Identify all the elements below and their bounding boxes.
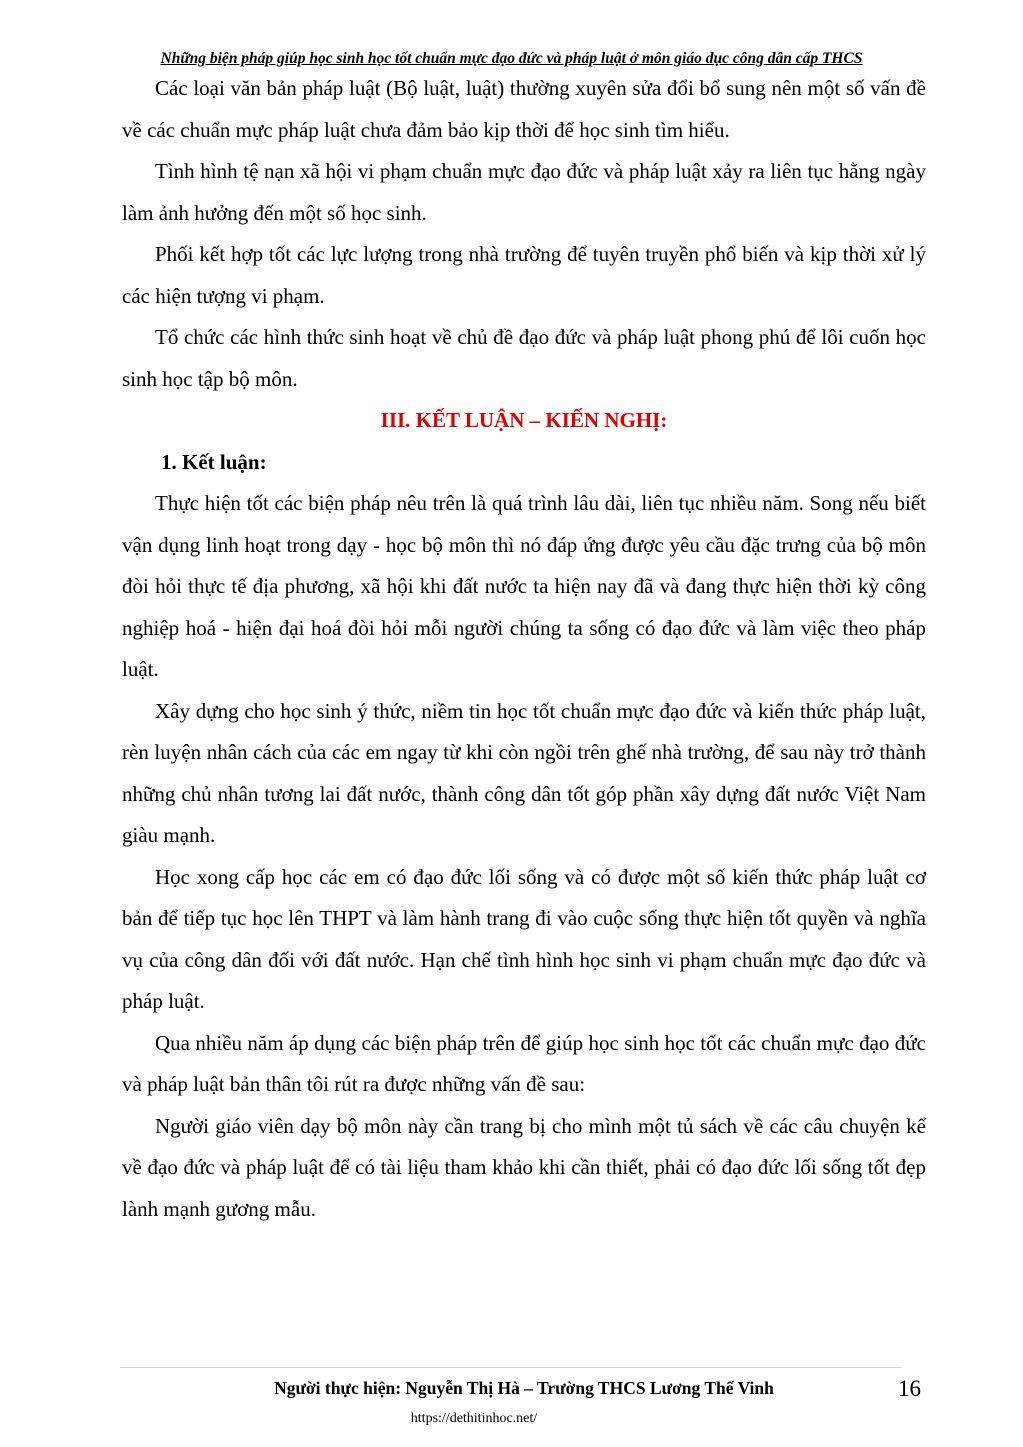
footer-divider <box>120 1367 901 1368</box>
paragraph: Qua nhiều năm áp dụng các biện pháp trên để giúp học sinh học tốt các chuẩn mực đạo đức và pháp luật bản thân tôi rút ra được những vấn đề sau: <box>122 1030 926 1096</box>
paragraph: Phối kết hợp tốt các lực lượng trong nhà trường để tuyên truyền phổ biến và kịp thời xử lý các hiện tượng vi phạm. <box>122 242 926 308</box>
paragraph: Học xong cấp học các em có đạo đức lối sống và có được một số kiến thức pháp luật cơ bản để tiếp tục học lên THPT và làm hành trang đi vào cuộc sống thực hiện tốt quyền và nghĩa vụ của công dân đối với đất nước. Hạn chế tình hình học sinh vi phạm chuẩn mực đạo đức và pháp luật. <box>122 864 926 1013</box>
paragraph: Tình hình tệ nạn xã hội vi phạm chuẩn mực đạo đức và pháp luật xảy ra liên tục hằng ngày làm ảnh hưởng đến một số học sinh. <box>122 159 926 225</box>
running-header: Những biện pháp giúp học sinh học tốt chuẩn mực đạo đức và pháp luật ở môn giáo dục công dân cấp THCS <box>160 50 863 67</box>
subsection-heading: 1. Kết luận: <box>161 449 267 474</box>
page-body <box>122 68 926 1230</box>
paragraph: Xây dựng cho học sinh ý thức, niềm tin học tốt chuẩn mực đạo đức và kiến thức pháp luật, rèn luyện nhân cách của các em ngay từ khi còn ngồi trên ghế nhà trường, để sau này trở thành những chủ nhân tương lai đất nước, thành công dân tốt góp phần xây dựng đất nước Việt Nam giàu mạnh. <box>122 698 926 847</box>
paragraph: Các loại văn bản pháp luật (Bộ luật, luật) thường xuyên sửa đổi bổ sung nên một số vấn đề về các chuẩn mực pháp luật chưa đảm bảo kịp thời để học sinh tìm hiểu. <box>122 76 926 142</box>
page-number: 16 <box>898 1376 921 1401</box>
source-url[interactable]: https://dethitinhoc.net/ <box>410 1411 538 1426</box>
paragraph: Người giáo viên dạy bộ môn này cần trang bị cho mình một tủ sách về các câu chuyện kể về đạo đức và pháp luật để có tài liệu tham khảo khi cần thiết, phải có đạo đức lối sống tốt đẹp lành mạnh gương mẫu. <box>122 1113 926 1221</box>
paragraph: Tổ chức các hình thức sinh hoạt về chủ đề đạo đức và pháp luật phong phú để lôi cuốn học sinh học tập bộ môn. <box>122 325 926 391</box>
paragraph: Thực hiện tốt các biện pháp nêu trên là quá trình lâu dài, liên tục nhiều năm. Song nếu biết vận dụng linh hoạt trong dạy - học bộ môn thì nó đáp ứng được yêu cầu đặc trưng của bộ môn đòi hỏi thực tế địa phương, xã hội khi đất nước ta hiện nay đã và đang thực hiện thời kỳ công nghiệp hoá - hiện đại hoá đòi hỏi mỗi người chúng ta sống có đạo đức và làm việc theo pháp luật. <box>122 491 926 681</box>
footer-author: Người thực hiện: Nguyễn Thị Hà – Trường THCS Lương Thế Vinh <box>274 1378 774 1398</box>
section-heading: III. KẾT LUẬN – KIẾN NGHỊ: <box>380 408 668 432</box>
